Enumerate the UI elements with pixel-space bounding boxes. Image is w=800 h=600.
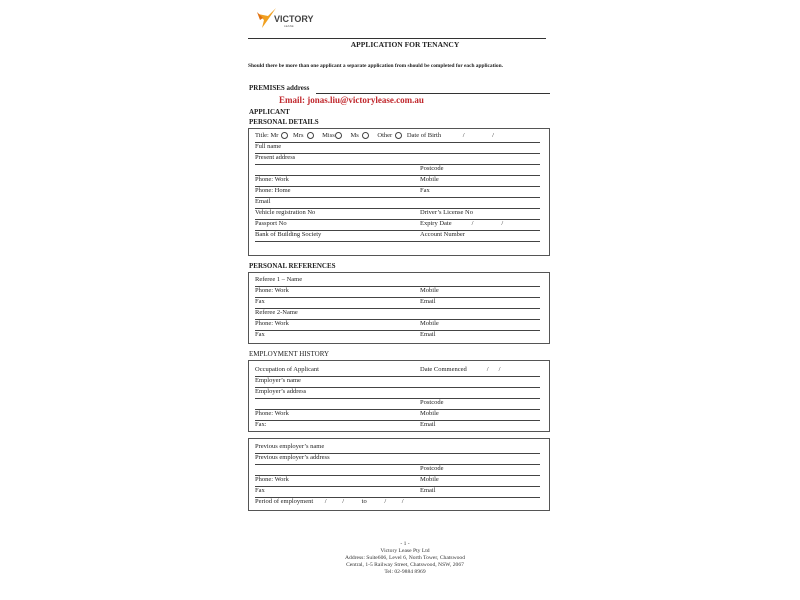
prev-mobile-label: Mobile: [420, 476, 439, 483]
victory-lease-logo: [256, 6, 316, 32]
radio-miss[interactable]: [335, 132, 342, 139]
email-label: Email: [255, 198, 271, 205]
referee1-phone-label: Phone: Work: [255, 287, 289, 294]
referee1-fax-label: Fax: [255, 298, 265, 305]
personal-details-heading: PERSONAL DETAILS: [249, 118, 319, 126]
applicant-heading: APPLICANT: [249, 108, 290, 116]
header-divider: [248, 38, 546, 39]
period-sep-1: /: [324, 498, 327, 505]
full-name-label: Full name: [255, 143, 282, 150]
period-to-label: to: [361, 498, 367, 505]
mobile-label: Mobile: [420, 176, 439, 183]
commenced-sep-2: /: [498, 366, 501, 373]
referee1-name-label: Referee 1 – Name: [255, 276, 303, 283]
personal-details-box: [248, 128, 550, 256]
footer-company: Victory Lease Pty Ltd: [380, 548, 430, 554]
postcode-label: Postcode: [420, 165, 444, 172]
previous-employment-box: [248, 438, 550, 511]
title-option-mrs: Mrs: [293, 132, 304, 139]
occupation-label: Occupation of Applicant: [255, 366, 319, 373]
document-title: APPLICATION FOR TENANCY: [350, 40, 460, 49]
expiry-sep-2: /: [501, 220, 504, 227]
referee2-phone-label: Phone: Work: [255, 320, 289, 327]
prev-employer-address-label: Previous employer’s address: [255, 454, 330, 461]
employment-history-heading: EMPLOYMENT HISTORY: [249, 350, 330, 358]
title-option-ms: Ms: [350, 132, 359, 139]
employer-email-label: Email: [420, 421, 436, 428]
date-commenced-group: [420, 365, 500, 375]
referee2-fax-label: Fax: [255, 331, 265, 338]
prev-phone-label: Phone: Work: [255, 476, 289, 483]
footer-address-line2: Central, 1-5 Railway Street, Chatswood, NSW, 2067: [346, 562, 464, 568]
phone-home-label: Phone: Home: [255, 187, 291, 194]
title-label: Title: Mr: [255, 132, 279, 139]
period-sep-3: /: [384, 498, 387, 505]
dob-sep-1: /: [462, 132, 465, 139]
employer-postcode-label: Postcode: [420, 399, 444, 406]
page-number: - 1 -: [400, 541, 410, 547]
footer-address-line1: Address: Suite606, Level 6, North Tower, Chatswood: [345, 555, 465, 561]
expiry-sep-1: /: [471, 220, 474, 227]
referee2-email-label: Email: [420, 331, 436, 338]
instruction-note: Should there be more than one applicant a separate application from should be completed for each application.: [248, 63, 503, 69]
referee1-mobile-label: Mobile: [420, 287, 439, 294]
title-option-miss: Miss: [322, 132, 335, 139]
period-sep-2: /: [342, 498, 345, 505]
fax-label: Fax: [420, 187, 430, 194]
employer-fax-field[interactable]: [255, 420, 540, 431]
logo-text: VICTORY: [274, 14, 314, 24]
title-option-other: Other: [377, 132, 393, 139]
prev-email-label: Email: [420, 487, 436, 494]
drivers-license-label: Driver’s License No: [420, 209, 473, 216]
employer-mobile-label: Mobile: [420, 410, 439, 417]
email-notice: Email: jonas.liu@victorylease.com.au: [279, 95, 424, 105]
period-of-employment-field[interactable]: [255, 497, 540, 508]
prev-employer-name-label: Previous employer’s name: [255, 443, 325, 450]
current-employment-box: [248, 360, 550, 432]
referee2-name-label: Referee 2-Name: [255, 309, 298, 316]
referee2-fax-field[interactable]: [255, 330, 540, 341]
premises-address-field[interactable]: [316, 93, 550, 94]
bank-field[interactable]: [255, 230, 540, 242]
page-footer: [320, 541, 490, 576]
prev-postcode-label: Postcode: [420, 465, 444, 472]
date-commenced-label: Date Commenced: [420, 366, 467, 373]
expiry-date-group: [420, 219, 503, 229]
radio-ms[interactable]: [362, 132, 369, 139]
radio-mr[interactable]: [281, 132, 288, 139]
period-label: Period of employment: [255, 498, 314, 505]
footer-tel: Tel: 02-9884 8969: [384, 569, 426, 575]
prev-fax-label: Fax: [255, 487, 265, 494]
logo-subtext: LEASE: [284, 24, 294, 28]
employer-address-label: Employer’s address: [255, 388, 307, 395]
passport-label: Passport No: [255, 220, 287, 227]
employer-phone-label: Phone: Work: [255, 410, 289, 417]
premises-address-label: PREMISES address: [249, 84, 310, 92]
personal-references-heading: PERSONAL REFERENCES: [249, 262, 336, 270]
referee2-mobile-label: Mobile: [420, 320, 439, 327]
expiry-date-label: Expiry Date: [420, 220, 452, 227]
account-number-label: Account Number: [420, 231, 465, 238]
referee1-email-label: Email: [420, 298, 436, 305]
radio-other[interactable]: [395, 132, 402, 139]
period-sep-4: /: [401, 498, 404, 505]
employer-name-label: Employer’s name: [255, 377, 301, 384]
personal-references-box: [248, 272, 550, 344]
dob-sep-2: /: [492, 132, 494, 139]
phone-work-label: Phone: Work: [255, 176, 289, 183]
vehicle-reg-label: Vehicle registration No: [255, 209, 316, 216]
dob-label: Date of Birth: [406, 132, 442, 139]
present-address-label: Present address: [255, 154, 296, 161]
employer-fax-label: Fax:: [255, 421, 267, 428]
radio-mrs[interactable]: [307, 132, 314, 139]
bank-label: Bank of Building Society: [255, 231, 322, 238]
commenced-sep-1: /: [486, 366, 489, 373]
